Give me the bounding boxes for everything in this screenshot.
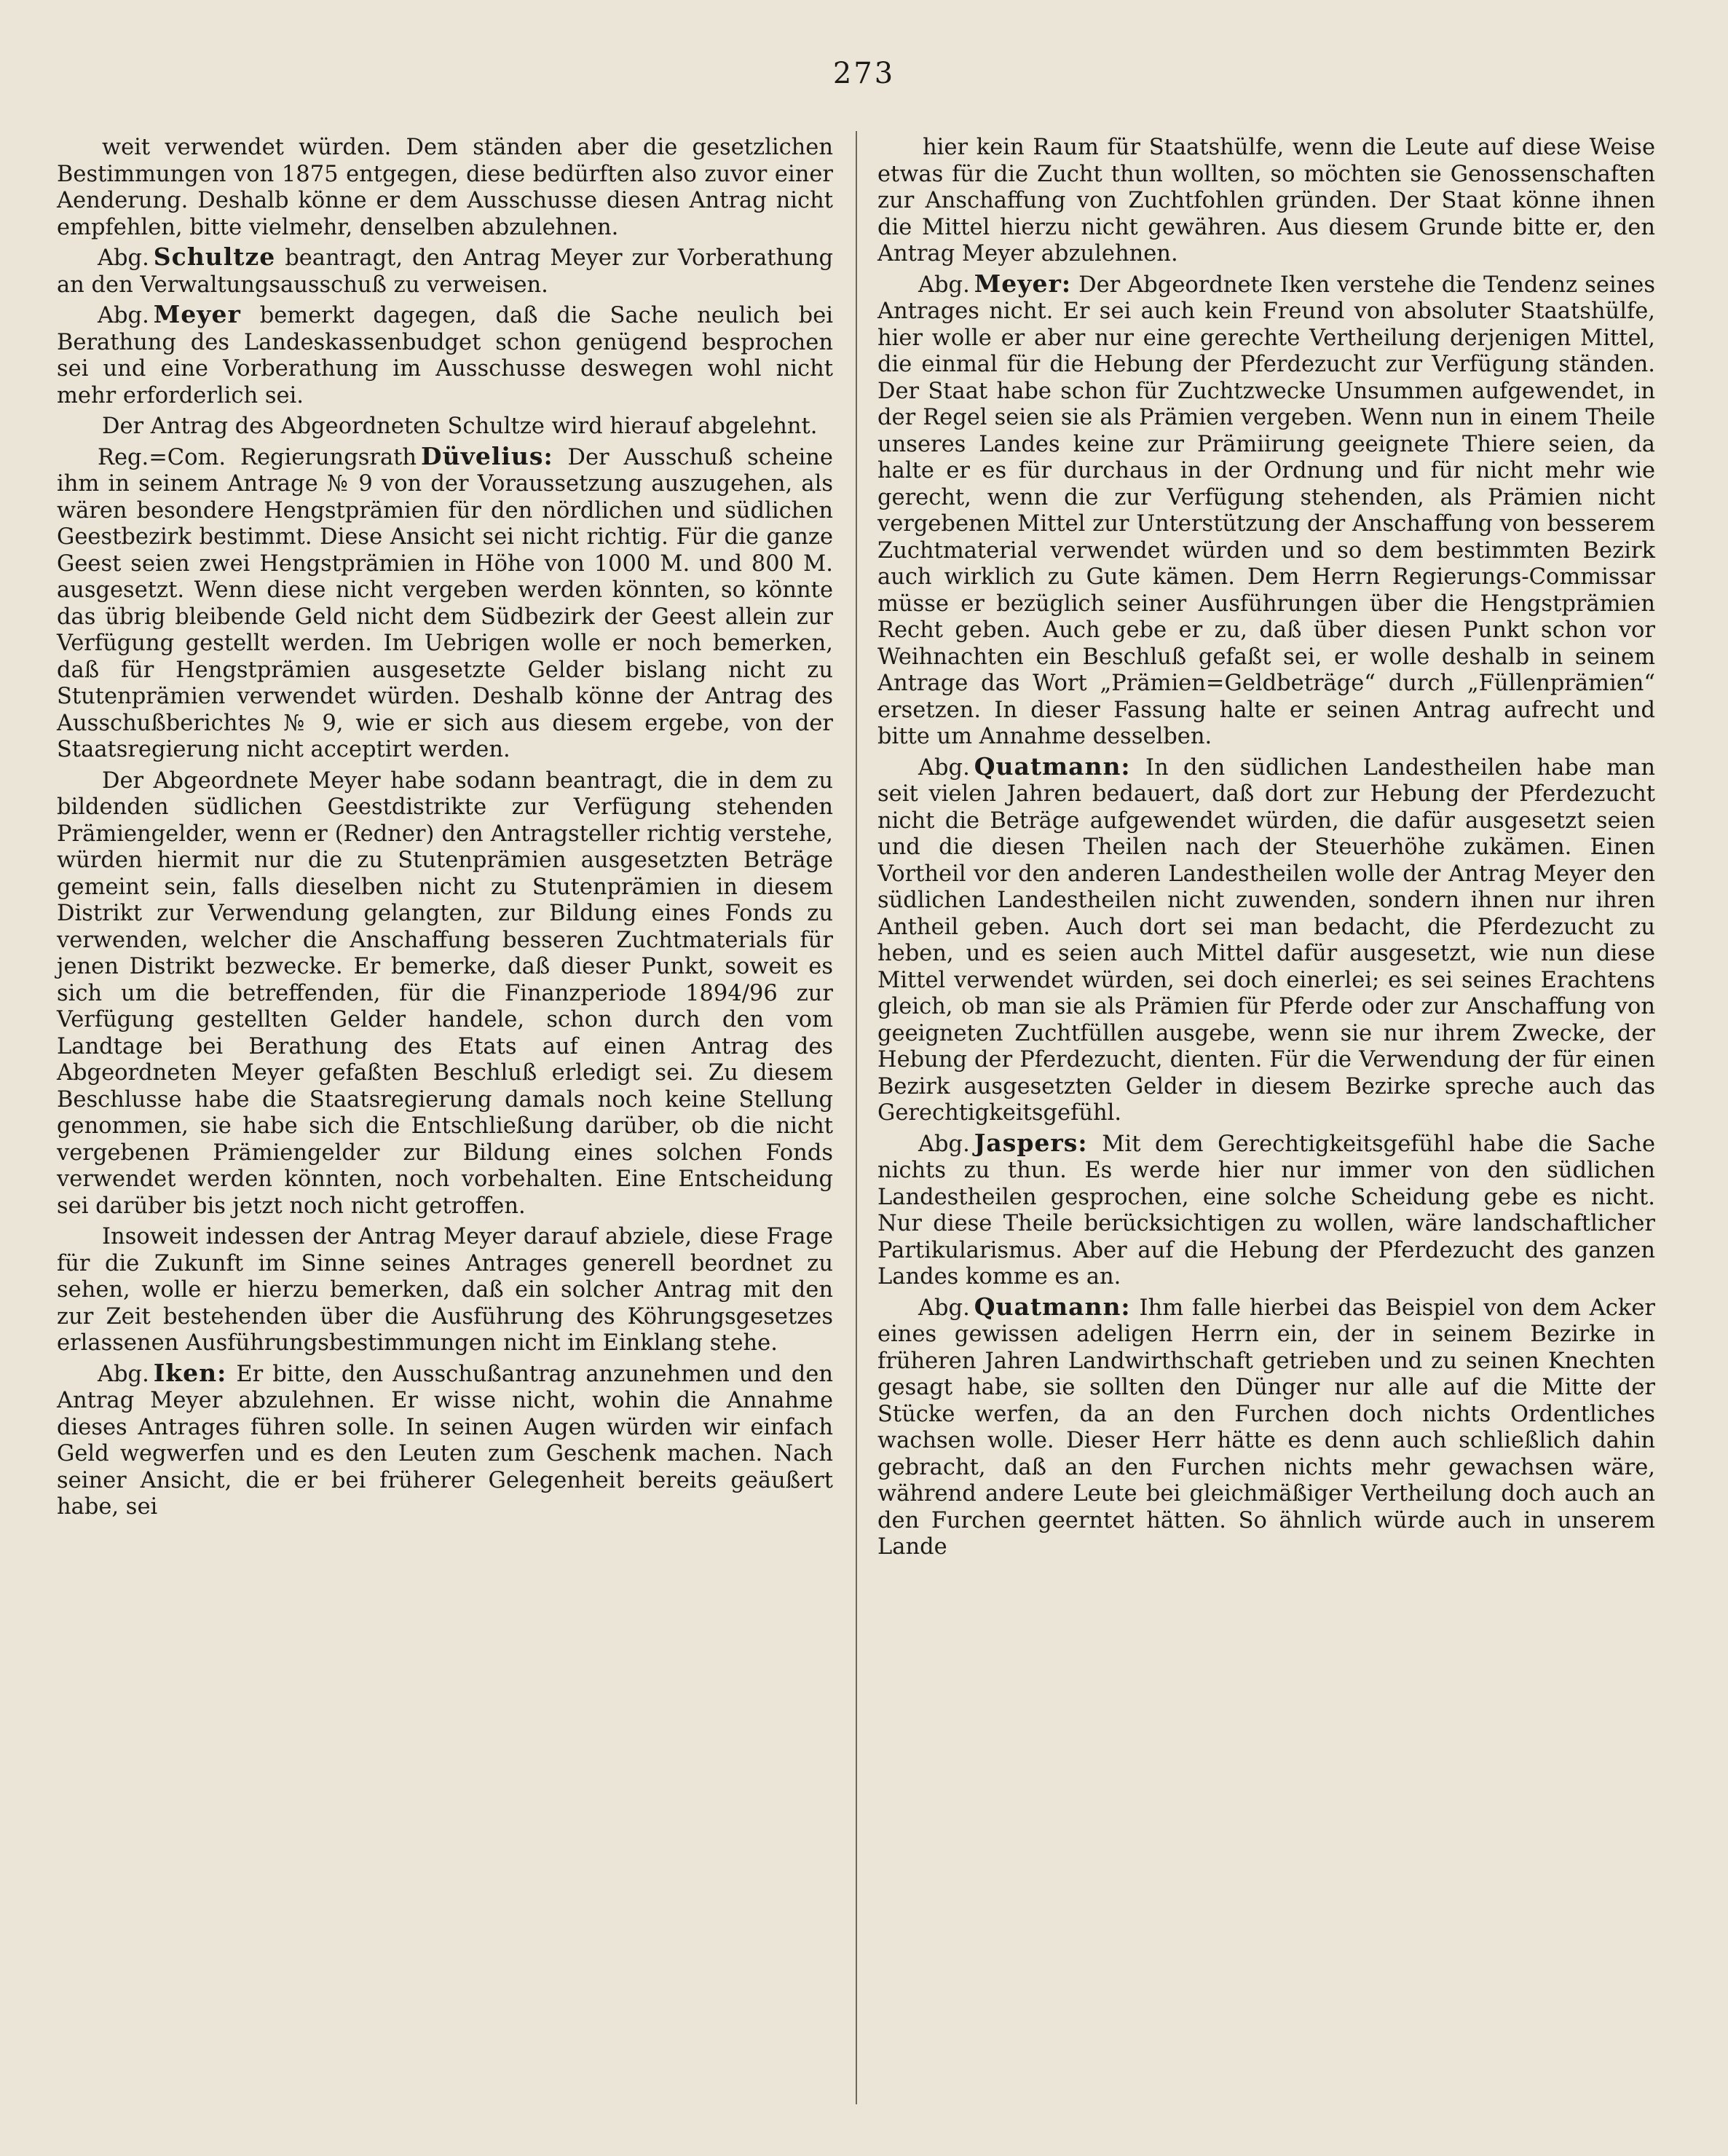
paragraph-lead: Abg. [918,272,970,298]
paragraph-lead: Reg.=Com. Regierungsrath [98,444,417,470]
paragraph [57,767,833,1220]
paragraph-lead: Abg. [918,754,970,781]
paragraph [57,443,833,764]
paragraph-text: Der Antrag des Abgeordneten Schultze wird hierauf abgelehnt. [102,414,818,439]
paragraph-lead: Abg. [98,245,149,271]
left-column [57,133,833,1524]
speaker-name: Quatmann: [974,1292,1131,1321]
paragraph-lead: Abg. [98,303,149,328]
speaker-name: Meyer [153,300,241,328]
paragraph [57,244,833,299]
paragraph-text: bemerkt dagegen, daß die Sache neulich bei Berathung des Landeskassenbudget schon genügend besprochen sei und eine Vorberathung im Ausschusse deswegen wohl nicht mehr erforderlich sei. [57,303,833,408]
paragraph [57,301,833,409]
paragraph-text: Der Abgeordnete Meyer habe sodann beantragt, die in dem zu bildenden südlichen Geestdistrikte zur Verfügung stehenden Prämiengelder, wenn er (Redner) den Antragsteller richtig verstehe, würden hiermit nur die zu Stutenprämien ausgesetzten Beträge gemeint sein, falls dieselben nicht zu Stutenprämien in diesem Distrikt zur Verwendung gelangten, zur Bildung eines Fonds zu verwenden, welcher die Anschaffung besseren Zuchtmaterials für jenen Distrikt bezwecke. Er bemerke, daß dieser Punkt, soweit es sich um die betreffenden, für die Finanzperiode 1894/96 zur Verfügung gestellten Gelder handele, schon durch den vom Landtage bei Berathung des Etats auf einen Antrag des Abgeordneten Meyer gefaßten Beschluß erledigt sei. Zu diesem Beschlusse habe die Staatsregierung damals noch keine Stellung genommen, sie habe sich die Entschließung darüber, ob die nicht vergebenen Prämiengelder zur Bildung eines solchen Fonds verwendet werden könnten, noch vorbehalten. Eine Entscheidung sei darüber bis jetzt noch nicht getroffen. [57,767,833,1219]
paragraph [877,1294,1655,1561]
paragraph [57,133,833,241]
paragraph-text: Mit dem Gerechtigkeitsgefühl habe die Sache nichts zu thun. Es werde hier nur immer von den südlichen Landestheilen gesprochen, eine solche Scheidung gebe es nicht. Nur diese Theile berücksichtigen zu wollen, wäre landschaftlicher Partikularismus. Aber auf die Hebung der Pferdezucht des ganzen Landes komme es an. [877,1131,1655,1290]
paragraph-text: Der Abgeordnete Iken verstehe die Tendenz seines Antrages nicht. Er sei auch kein Freund von absoluter Staatshülfe, hier wolle er aber nur eine gerechte Vertheilung derjenigen Mittel, die einmal für die Hebung der Pferdezucht zur Verfügung ständen. Der Staat habe schon für Zuchtzwecke Unsummen aufgewendet, in der Regel seien sie als Prämien vergeben. Wenn nun in einem Theile unseres Landes keine zur Prämiirung geeignete Thiere seien, da halte er es für durchaus in der Ordnung und für nicht mehr wie gerecht, wenn die zur Verfügung stehenden, als Prämien nicht vergebenen Mittel zur Unterstützung der Anschaffung von besserem Zuchtmaterial verwendet würden und so dem bestimmten Bezirk auch wirklich zu Gute kämen. Dem Herrn Regierungs-Commissar müsse er bezüglich seiner Ausführungen über die Hengstprämien Recht geben. Auch gebe er zu, daß über diesen Punkt schon vor Weihnachten ein Beschluß gefaßt sei, er wolle deshalb in seinem Antrage das Wort „Prämien=Geldbeträge“ durch „Füllenprämien“ ersetzen. In dieser Fassung halte er seinen Antrag aufrecht und bitte um Annahme desselben. [877,272,1655,749]
paragraph [57,1360,833,1521]
speaker-name: Quatmann: [974,751,1131,781]
paragraph-text: hier kein Raum für Staatshülfe, wenn die Leute auf diese Weise etwas für die Zucht thun wollten, so möchten sie Genossenschaften zur Anschaffung von Zuchtfohlen gründen. Der Staat könne ihnen die Mittel hierzu nicht gewähren. Aus diesem Grunde bitte er, den Antrag Meyer abzulehnen. [877,135,1655,266]
paragraph-text: Der Ausschuß scheine ihm in seinem Antrage № 9 von der Voraussetzung auszugehen, als wären besondere Hengstprämien für den nördlichen und südlichen Geestbezirk bestimmt. Diese Ansicht sei nicht richtig. Für die ganze Geest seien zwei Hengstprämien in Höhe von 1000 M. und 800 M. ausgesetzt. Wenn diese nicht vergeben werden könnten, so könnte das übrig bleibende Geld nicht dem Südbezirk der Geest allein zur Verfügung gestellt werden. Im Uebrigen wolle er noch bemerken, daß für Hengstprämien ausgesetzte Gelder bislang nicht zu Stutenprämien verwendet würden. Deshalb könne der Antrag des Ausschußberichtes № 9, wie er sich aus diesem ergebe, von der Staatsregierung nicht acceptirt werden. [57,444,833,762]
paragraph [57,412,833,441]
paragraph [877,271,1655,751]
page-number: 273 [832,57,896,90]
right-column [877,133,1655,1564]
paragraph-lead: Abg. [918,1295,970,1321]
paragraph-text: Insoweit indessen der Antrag Meyer darauf abziele, diese Frage für die Zukunft im Sinne seines Antrages generell beordnet zu sehen, wolle er hierzu bemerken, daß ein solcher Antrag mit den zur Zeit bestehenden über die Ausführung des Köhrungsgesetzes erlassenen Ausführungsbestimmungen nicht im Einklang stehe. [57,1224,833,1356]
paragraph-text: Ihm falle hierbei das Beispiel von dem Acker eines gewissen adeligen Herrn ein, der in seinem Bezirke in früheren Jahren Landwirthschaft getrieben und zu seinen Knechten gesagt habe, sie sollten den Dünger nur alle auf die Mitte der Stücke werfen, da an den Furchen doch nichts Ordentliches wachsen wolle. Dieser Herr hätte es denn auch schließlich dahin gebracht, daß an den Furchen nichts mehr gewachsen wäre, während andere Leute bei gleichmäßiger Vertheilung doch auch an den Furchen geerntet hätten. So ähnlich würde auch in unserem Lande [877,1295,1655,1560]
speaker-name: Meyer: [974,269,1072,298]
paragraph [877,133,1655,268]
speaker-name: Schultze [153,242,276,271]
paragraph [57,1223,833,1357]
column-divider [856,131,857,2104]
paragraph-text: In den südlichen Landestheilen habe man seit vielen Jahren bedauert, daß dort zur Hebung der Pferdezucht nicht die Beträge aufgewendet würden, die dafür ausgesetzt seien und die diesen Theilen nach der Steuerhöhe zukämen. Einen Vortheil vor den anderen Landestheilen wolle der Antrag Meyer den südlichen Landestheilen nicht zuwenden, sondern ihnen nur ihren Antheil geben. Auch dort sei man bedacht, die Pferdezucht zu heben, und es seien auch Mittel dafür ausgesetzt, wie nun diese Mittel verwendet würden, sei doch einerlei; es sei seines Erachtens gleich, ob man sie als Prämien für Pferde oder zur Anschaffung von geeigneten Zuchtfüllen ausgebe, wenn sie nur ihrem Zwecke, der Hebung der Pferdezucht, dienten. Für die Verwendung der für einen Bezirk ausgesetzten Gelder in diesem Bezirke spreche auch das Gerechtigkeitsgefühl. [877,754,1655,1126]
paragraph-lead: Abg. [918,1131,970,1157]
paragraph-lead: Abg. [98,1361,149,1387]
paragraph [877,1130,1655,1291]
paragraph [877,751,1655,1127]
paragraph-text: beantragt, den Antrag Meyer zur Vorberathung an den Verwaltungsausschuß zu verweisen. [57,245,833,298]
speaker-name: Düvelius: [421,441,553,470]
paragraph-text: weit verwendet würden. Dem ständen aber die gesetzlichen Bestimmungen von 1875 entgegen, diese bedürften also zuvor einer Aenderung. Deshalb könne er dem Ausschusse diesen Antrag nicht empfehlen, bitte vielmehr, denselben abzulehnen. [57,135,833,240]
paragraph-text: Er bitte, den Ausschußantrag anzunehmen und den Antrag Meyer abzulehnen. Er wisse nicht, wohin die Annahme dieses Antrages führen solle. In seinen Augen würden wir einfach Geld wegwerfen und es den Leuten zum Geschenk machen. Nach seiner Ansicht, die er bei früherer Gelegenheit bereits geäußert habe, sei [57,1361,833,1520]
speaker-name: Jaspers: [974,1128,1088,1157]
speaker-name: Iken: [153,1358,227,1387]
